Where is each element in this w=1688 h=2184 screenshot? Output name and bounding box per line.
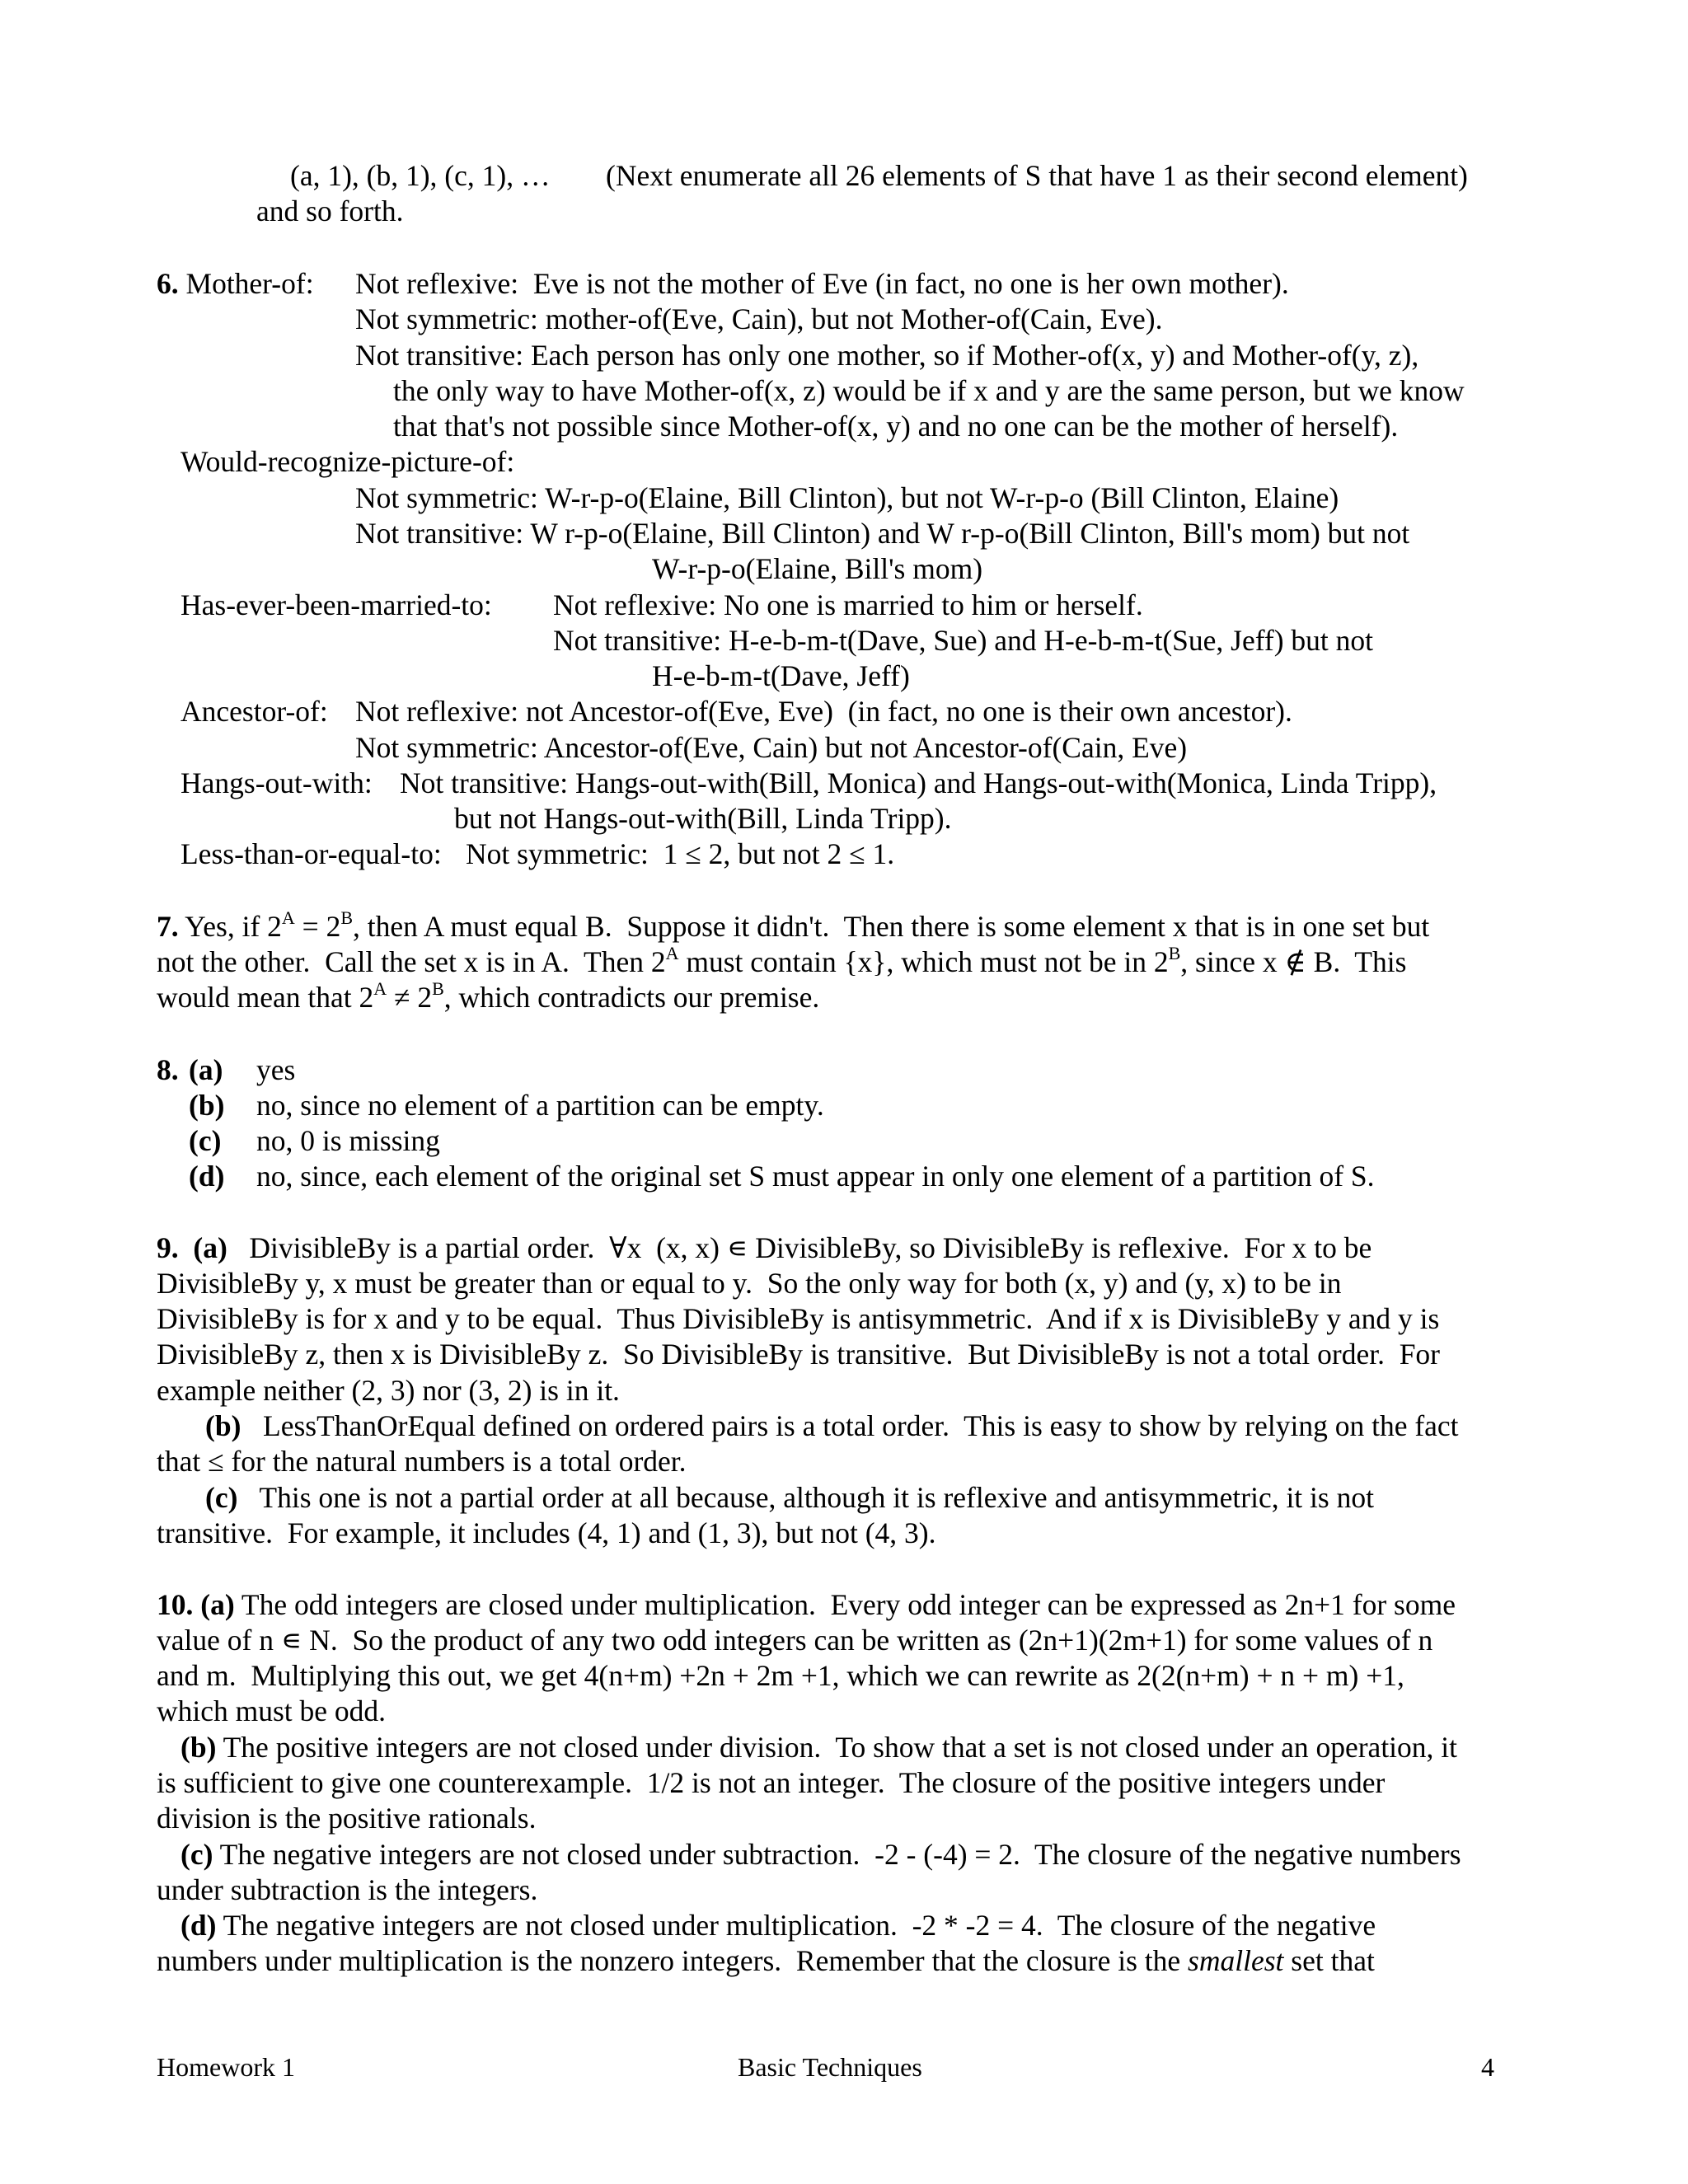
q10-d-line-2: numbers under multiplication is the nonzero integers. Remember that the closure is the smallest set that	[157, 1944, 1375, 1977]
q6-wrp-line-2: Not transitive: W r-p-o(Elaine, Bill Clinton) and W r-p-o(Bill Clinton, Bill's mom) but not	[355, 517, 1410, 550]
enum-continuation: and so forth.	[256, 194, 404, 227]
q8-d-text: no, since, each element of the original set S must appear in only one element of a partition of S.	[256, 1160, 1375, 1193]
q6-mother-of-label: Mother-of:	[185, 267, 314, 300]
q10-c-label: (c)	[181, 1838, 213, 1871]
q6-ancestor-label: Ancestor-of:	[181, 695, 328, 728]
q10-c-line-2: under subtraction is the integers.	[157, 1873, 538, 1906]
q8-c-label: (c)	[189, 1124, 222, 1157]
q9-c-line-2: transitive. For example, it includes (4, 1) and (1, 3), but not (4, 3).	[157, 1516, 936, 1549]
q6-mother-label	[157, 265, 314, 302]
q8-b-text: no, since no element of a partition can be empty.	[256, 1089, 824, 1122]
q9-a-line-5: example neither (2, 3) nor (3, 2) is in it.	[157, 1374, 620, 1407]
q10-a-line-4: which must be odd.	[157, 1694, 387, 1727]
q6-mother-line-5: that that's not possible since Mother-of(x, y) and no one can be the mother of herself).	[393, 410, 1399, 443]
q6-wrp-line-3: W-r-p-o(Elaine, Bill's mom)	[652, 552, 983, 585]
q10-a-line-3: and m. Multiplying this out, we get 4(n+m) +2n + 2m +1, which we can rewrite as 2(2(n+m) + n + m) +1,	[157, 1659, 1404, 1692]
page-number: 4	[1481, 2052, 1494, 2082]
footer-center: Basic Techniques	[738, 2052, 922, 2082]
q9-a-label: (a)	[193, 1231, 227, 1264]
q9-b-line-2: that ≤ for the natural numbers is a total order.	[157, 1445, 687, 1478]
q8-a-label: (a)	[189, 1053, 223, 1086]
q6-ancestor-line-2: Not symmetric: Ancestor-of(Eve, Cain) but not Ancestor-of(Cain, Eve)	[355, 731, 1188, 764]
q10-a-label: (a)	[200, 1588, 235, 1621]
q9-a-line-2: DivisibleBy y, x must be greater than or equal to y. So the only way for both (x, y) and (y, x) to be in	[157, 1267, 1342, 1300]
q8-c-text: no, 0 is missing	[256, 1124, 440, 1157]
q6-hangs-label: Hangs-out-with:	[181, 766, 373, 799]
q6-number: 6.	[157, 267, 179, 300]
q9-number: 9.	[157, 1231, 179, 1264]
enum-note: (Next enumerate all 26 elements of S that have 1 as their second element)	[606, 159, 1468, 192]
q8-d-label: (d)	[189, 1160, 225, 1193]
q9-c-label: (c)	[205, 1481, 238, 1514]
q6-lte-label: Less-than-or-equal-to:	[181, 837, 442, 870]
q6-hangs-line-2: but not Hangs-out-with(Bill, Linda Tripp).	[454, 802, 952, 835]
q10-c-line-1: (c) The negative integers are not closed under subtraction. -2 - (-4) = 2. The closure of the negative numbers	[181, 1838, 1461, 1871]
q10-d-label: (d)	[181, 1909, 217, 1942]
q6-lte-line-1: Not symmetric: 1 ≤ 2, but not 2 ≤ 1.	[466, 837, 895, 870]
q6-hebm-line-1: Not reflexive: No one is married to him or herself.	[553, 588, 1143, 621]
q6-mother-line-2: Not symmetric: mother-of(Eve, Cain), but not Mother-of(Cain, Eve).	[355, 302, 1163, 335]
q8-a-text: yes	[256, 1053, 296, 1086]
q10-b-line-3: division is the positive rationals.	[157, 1802, 537, 1835]
footer-left: Homework 1	[157, 2052, 295, 2082]
q9-a-line-1: 9. (a) DivisibleBy is a partial order. ∀x (x, x) ∊ DivisibleBy, so DivisibleBy is reflexive. For x to be	[157, 1231, 1372, 1264]
q10-a-line-1: 10. (a) The odd integers are closed under multiplication. Every odd integer can be expressed as 2n+1 for some	[157, 1588, 1456, 1621]
q9-a-line-3: DivisibleBy is for x and y to be equal. Thus DivisibleBy is antisymmetric. And if x is DivisibleBy y and y is	[157, 1302, 1440, 1335]
q8-number: 8.	[157, 1053, 179, 1086]
q6-mother-line-4: the only way to have Mother-of(x, z) would be if x and y are the same person, but we know	[393, 374, 1465, 407]
q6-wrp-line-1: Not symmetric: W-r-p-o(Elaine, Bill Clinton), but not W-r-p-o (Bill Clinton, Elaine)	[355, 481, 1339, 514]
q7-line-3: would mean that $2^A \ne 2^B$, which contradicts our premise.	[157, 978, 820, 1014]
q6-ancestor-line-1: Not reflexive: not Ancestor-of(Eve, Eve) (in fact, no one is their own ancestor).	[355, 695, 1292, 728]
q10-number: 10.	[157, 1588, 194, 1621]
q9-a-line-4: DivisibleBy z, then x is DivisibleBy z. So DivisibleBy is transitive. But DivisibleBy is not a total order. For	[157, 1338, 1441, 1371]
emphasis-smallest: smallest	[1188, 1944, 1284, 1977]
q10-a-line-2: value of n ∊ N. So the product of any two odd integers can be written as (2n+1)(2m+1) for some values of n	[157, 1624, 1433, 1657]
q6-wrp-label: Would-recognize-picture-of:	[181, 445, 515, 478]
q10-b-line-2: is sufficient to give one counterexample. 1/2 is not an integer. The closure of the positive integers under	[157, 1766, 1386, 1799]
q9-b-line-1: (b) LessThanOrEqual defined on ordered pairs is a total order. This is easy to show by relying on the fact	[205, 1409, 1459, 1442]
q6-hebm-label: Has-ever-been-married-to:	[181, 588, 492, 621]
q6-hebm-line-2: Not transitive: H-e-b-m-t(Dave, Sue) and H-e-b-m-t(Sue, Jeff) but not	[553, 624, 1374, 657]
enum-pairs: (a, 1), (b, 1), (c, 1), …	[290, 159, 551, 192]
q8-b-label: (b)	[189, 1089, 225, 1122]
q7-number: 7.	[157, 910, 179, 943]
q10-b-label: (b)	[181, 1731, 217, 1764]
q7-line-1: 7. Yes, if $2^A = 2^B$, then A must equal B. Suppose it didn't. Then there is some element x that is in one set but	[157, 907, 1430, 943]
q6-hebm-line-3: H-e-b-m-t(Dave, Jeff)	[652, 659, 910, 692]
q7-line-2: not the other. Call the set x is in A. Then $2^A$ must contain {x}, which must not be in $2^B$, since x ∉ B. This	[157, 943, 1407, 978]
q10-b-line-1: (b) The positive integers are not closed under division. To show that a set is not closed under an operation, it	[181, 1731, 1458, 1764]
q6-mother-line-3: Not transitive: Each person has only one mother, so if Mother-of(x, y) and Mother-of(y, z),	[355, 339, 1419, 372]
q9-b-label: (b)	[205, 1409, 241, 1442]
q6-hangs-line-1: Not transitive: Hangs-out-with(Bill, Monica) and Hangs-out-with(Monica, Linda Tripp),	[400, 766, 1437, 799]
q9-c-line-1: (c) This one is not a partial order at all because, although it is reflexive and antisymmetric, it is not	[205, 1481, 1374, 1514]
q6-mother-line-1: Not reflexive: Eve is not the mother of Eve (in fact, no one is her own mother).	[355, 267, 1289, 300]
q10-d-line-1: (d) The negative integers are not closed under multiplication. -2 * -2 = 4. The closure of the negative	[181, 1909, 1376, 1942]
